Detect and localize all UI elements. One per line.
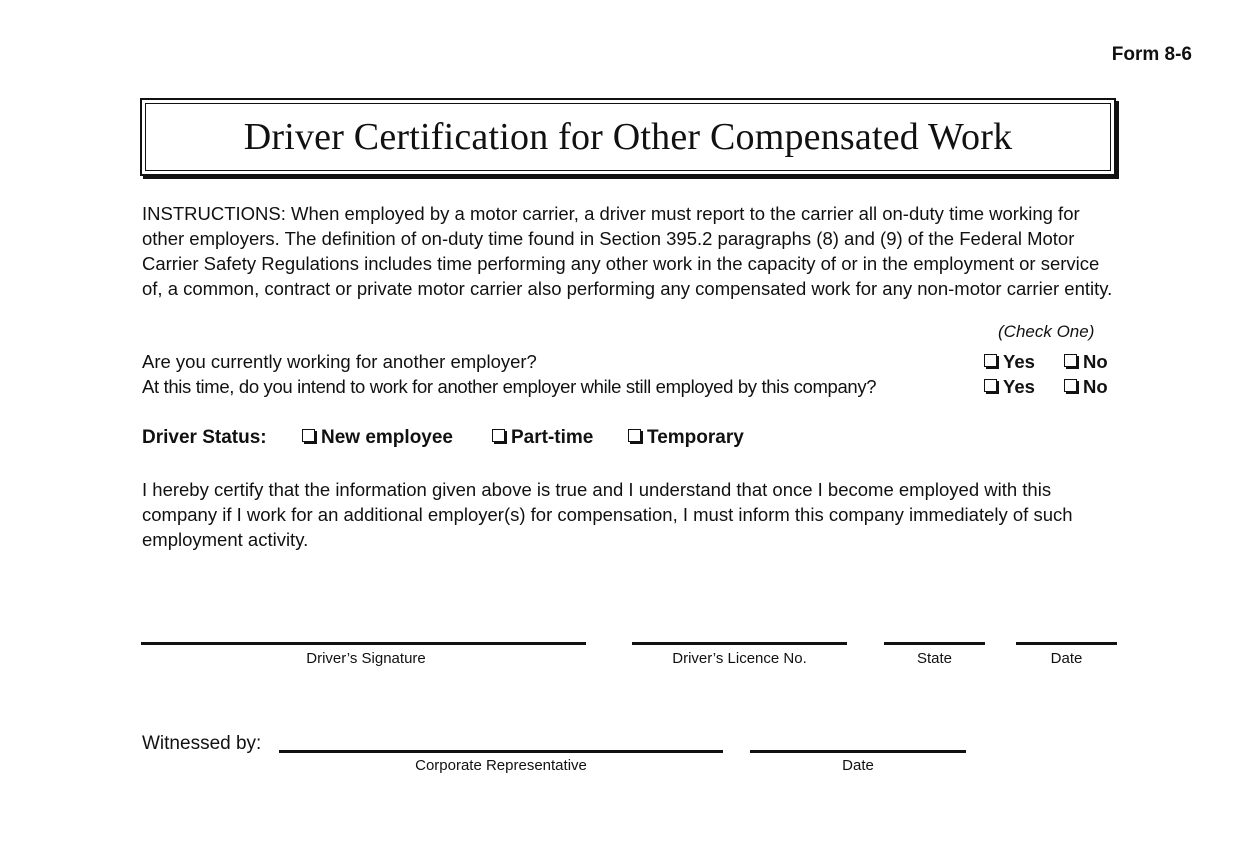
checkbox-icon <box>628 429 641 442</box>
witness-date-line[interactable] <box>750 750 966 753</box>
title-inner-frame <box>145 103 1111 171</box>
yes-checkbox[interactable] <box>984 376 1035 398</box>
instructions-text: INSTRUCTIONS: When employed by a motor carrier, a driver must report to the carrier all on-duty time working for other employers. The definition of on-duty time found in Section 395.2 paragraphs (8) and (9) of the Federal Motor Carrier Safety Regulations includes time performing any other work in the capacity of or in the employment or service of, a common, contract or private motor carrier also performing any compensated work for any non-motor carrier entity. <box>142 203 1113 299</box>
temporary-checkbox[interactable] <box>628 427 744 449</box>
checkbox-icon <box>302 429 315 442</box>
date-line[interactable] <box>1016 642 1117 645</box>
no-label: No <box>1083 351 1108 372</box>
checkbox-icon <box>984 379 997 392</box>
state-label: State <box>916 650 953 667</box>
option-label: Part-time <box>511 427 594 448</box>
no-checkbox[interactable] <box>1064 351 1108 373</box>
question-text: At this time, do you intend to work for another employer while still employed by this company? <box>142 376 877 397</box>
drivers-signature-label: Driver’s Signature <box>306 650 426 667</box>
part-time-checkbox[interactable] <box>492 427 593 449</box>
question-text: Are you currently working for another employer? <box>142 351 537 372</box>
checkbox-icon <box>1064 379 1077 392</box>
checkbox-icon <box>984 354 997 367</box>
form-number: Form 8-6 <box>1111 44 1192 65</box>
witness-date-label: Date <box>842 757 874 774</box>
driver-status-label: Driver Status: <box>142 427 267 448</box>
title-box <box>140 98 1116 176</box>
drivers-signature-line[interactable] <box>141 642 586 645</box>
date-label: Date <box>1050 650 1083 667</box>
checkbox-icon <box>492 429 505 442</box>
no-label: No <box>1083 376 1108 397</box>
state-line[interactable] <box>884 642 985 645</box>
witnessed-by-label: Witnessed by: <box>142 733 262 754</box>
yes-label: Yes <box>1003 376 1035 397</box>
check-one-label: (Check One) <box>998 322 1095 341</box>
yes-checkbox[interactable] <box>984 351 1035 373</box>
certification-text: I hereby certify that the information given above is true and I understand that once I become employed with this company if I work for an additional employer(s) for compensation, I must inform this company immediately of such employment activity. <box>142 479 1073 550</box>
option-label: Temporary <box>647 427 744 448</box>
corporate-representative-line[interactable] <box>279 750 723 753</box>
checkbox-icon <box>1064 354 1077 367</box>
drivers-licence-label: Driver’s Licence No. <box>672 650 807 667</box>
yes-label: Yes <box>1003 351 1035 372</box>
corporate-representative-label: Corporate Representative <box>415 757 587 774</box>
option-label: New employee <box>321 427 453 448</box>
form-title: Driver Certification for Other Compensated Work <box>243 116 1013 158</box>
no-checkbox[interactable] <box>1064 376 1108 398</box>
drivers-licence-line[interactable] <box>632 642 847 645</box>
new-employee-checkbox[interactable] <box>302 427 453 449</box>
